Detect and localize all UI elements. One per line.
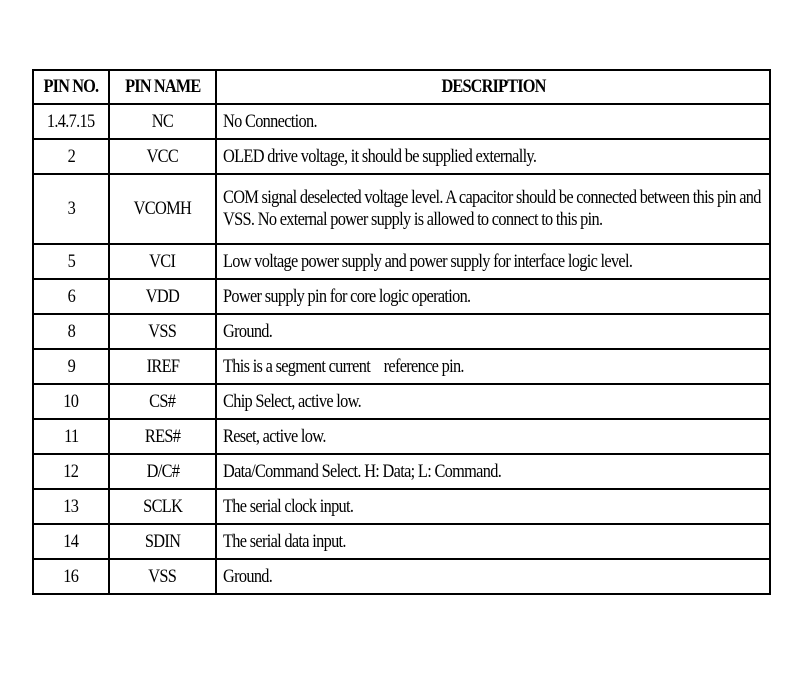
table-row xyxy=(33,419,770,454)
pin-description-cell: The serial clock input. xyxy=(216,489,770,524)
pin-description-cell: Reset, active low. xyxy=(216,419,770,454)
table-row xyxy=(33,104,770,139)
pin-number-cell: 13 xyxy=(33,489,109,524)
pin-number-cell: 2 xyxy=(33,139,109,174)
table-row xyxy=(33,524,770,559)
header-pin-name: PIN NAME xyxy=(109,70,216,104)
table-row xyxy=(33,139,770,174)
pin-description-cell: Power supply pin for core logic operation. xyxy=(216,279,770,314)
pin-description-cell: Ground. xyxy=(216,314,770,349)
pin-name-cell: VCOMH xyxy=(109,174,216,244)
pin-description-cell: Data/Command Select. H: Data; L: Command. xyxy=(216,454,770,489)
pin-number-cell: 12 xyxy=(33,454,109,489)
pin-name-cell: CS# xyxy=(109,384,216,419)
pin-description-cell: This is a segment current reference pin. xyxy=(216,349,770,384)
pin-name-cell: VCC xyxy=(109,139,216,174)
header-pin-no: PIN NO. xyxy=(33,70,109,104)
pin-number-cell: 8 xyxy=(33,314,109,349)
table-row xyxy=(33,174,770,244)
table-row xyxy=(33,454,770,489)
pin-name-cell: VCI xyxy=(109,244,216,279)
pin-number-cell: 14 xyxy=(33,524,109,559)
table-row xyxy=(33,279,770,314)
pin-number-cell: 9 xyxy=(33,349,109,384)
pin-name-cell: D/C# xyxy=(109,454,216,489)
pin-description-cell: OLED drive voltage, it should be supplied externally. xyxy=(216,139,770,174)
pin-name-cell: SCLK xyxy=(109,489,216,524)
table-row xyxy=(33,244,770,279)
table-row xyxy=(33,559,770,594)
table-row xyxy=(33,489,770,524)
pin-name-cell: RES# xyxy=(109,419,216,454)
pin-name-cell: NC xyxy=(109,104,216,139)
pin-number-cell: 5 xyxy=(33,244,109,279)
pin-description-cell: Chip Select, active low. xyxy=(216,384,770,419)
table-row xyxy=(33,384,770,419)
pin-description-cell: COM signal deselected voltage level. A capacitor should be connected between this pin and VSS. No external power supply is allowed to connect to this pin. xyxy=(216,174,770,244)
pin-description-cell: The serial data input. xyxy=(216,524,770,559)
pin-description-table xyxy=(32,69,771,595)
pin-description-cell: Low voltage power supply and power supply for interface logic level. xyxy=(216,244,770,279)
table-header-row xyxy=(33,70,770,104)
pin-description-cell: Ground. xyxy=(216,559,770,594)
table-row xyxy=(33,314,770,349)
pin-number-cell: 1.4.7.15 xyxy=(33,104,109,139)
pin-number-cell: 11 xyxy=(33,419,109,454)
pin-name-cell: SDIN xyxy=(109,524,216,559)
pin-description-cell: No Connection. xyxy=(216,104,770,139)
pin-number-cell: 6 xyxy=(33,279,109,314)
pin-name-cell: VSS xyxy=(109,314,216,349)
header-description: DESCRIPTION xyxy=(216,70,770,104)
table-row xyxy=(33,349,770,384)
pin-name-cell: VSS xyxy=(109,559,216,594)
pin-number-cell: 3 xyxy=(33,174,109,244)
pin-name-cell: VDD xyxy=(109,279,216,314)
pin-number-cell: 16 xyxy=(33,559,109,594)
pin-number-cell: 10 xyxy=(33,384,109,419)
pin-name-cell: IREF xyxy=(109,349,216,384)
